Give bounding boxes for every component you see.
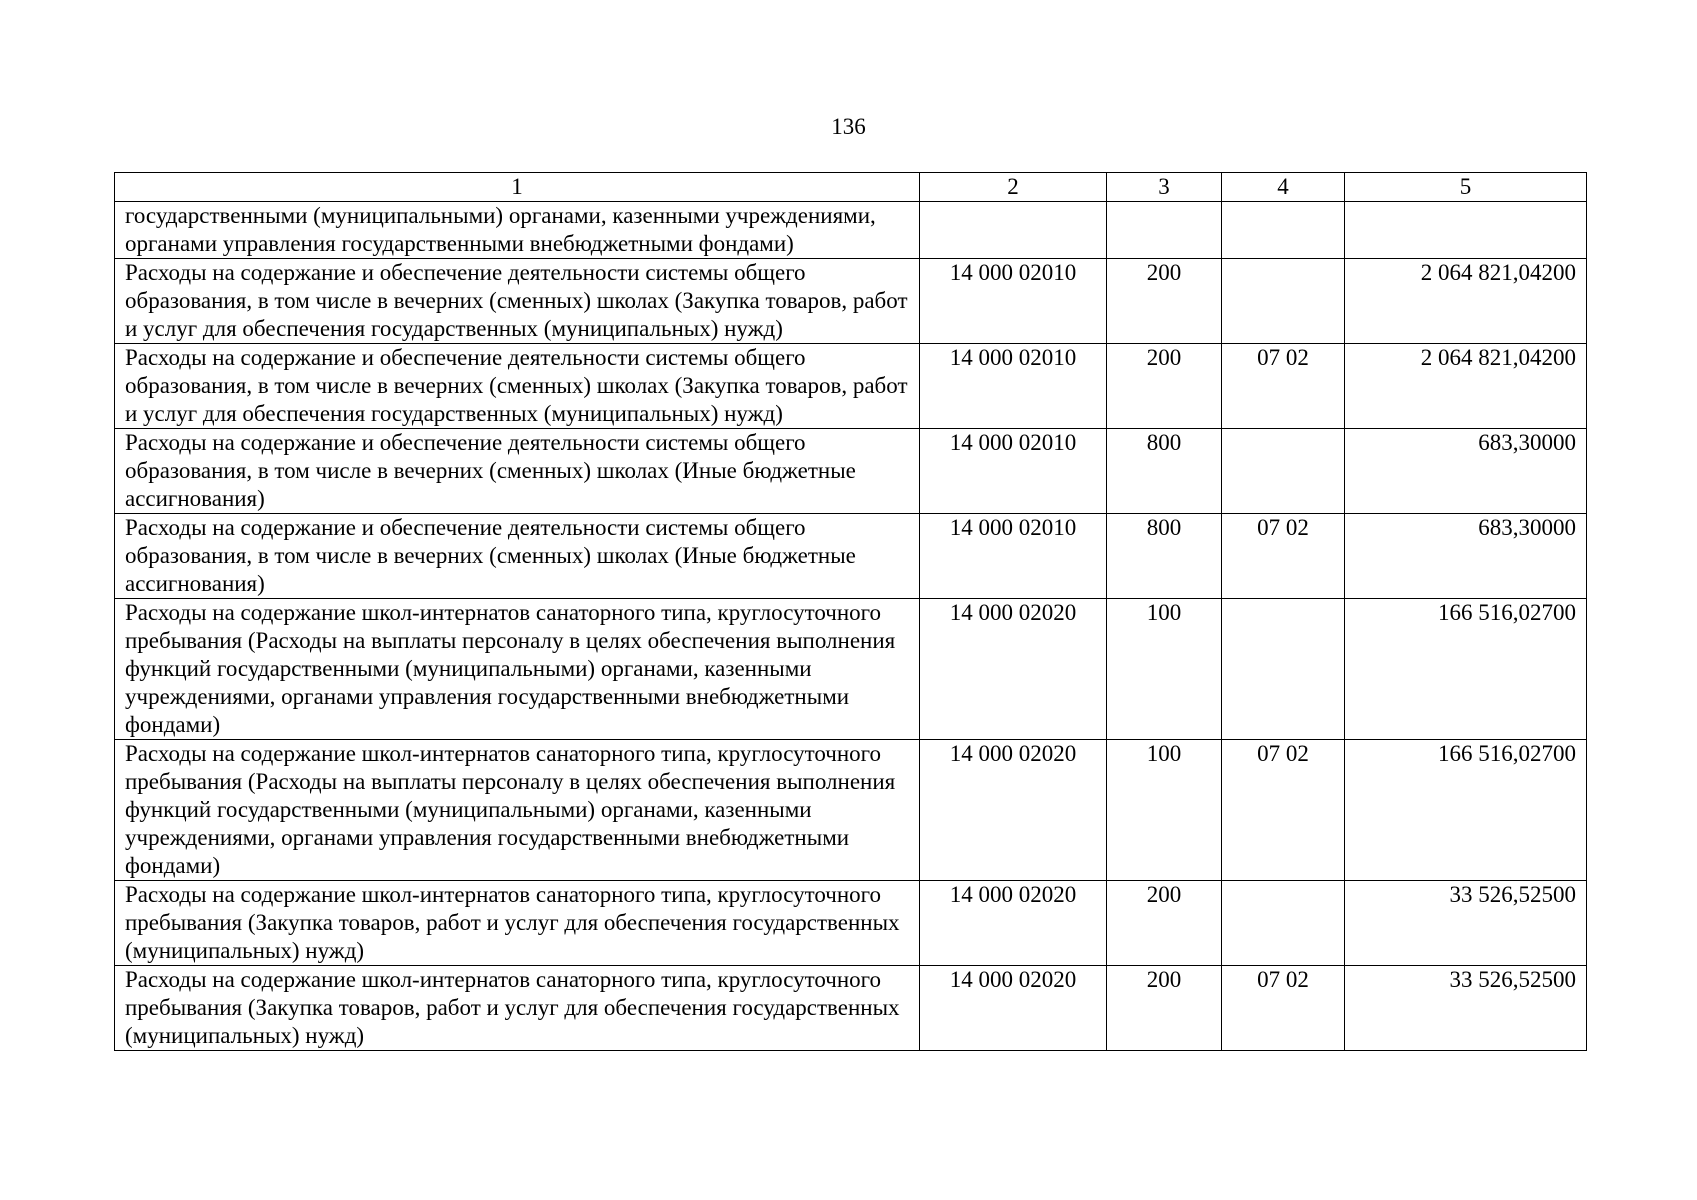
- table-row: [115, 740, 1587, 881]
- section-code: [1222, 259, 1345, 344]
- expense-name: Расходы на содержание школ-интернатов санаторного типа, круглосуточного пребывания (Расходы на выплаты персоналу в целях обеспечения выполнения функций государственными (муниципальными) органами, казенными учреждениями, органами управления государственными внебюджетными фондами): [115, 599, 920, 740]
- page-number: 136: [831, 114, 866, 139]
- expense-name: государственными (муниципальными) органами, казенными учреждениями, органами управления государственными внебюджетными фондами): [115, 202, 920, 259]
- budget-table: [114, 172, 1587, 1051]
- section-code: 07 02: [1222, 966, 1345, 1051]
- column-header-5: 5: [1345, 173, 1587, 202]
- amount: 2 064 821,04200: [1345, 259, 1587, 344]
- target-code: 14 000 02020: [920, 599, 1107, 740]
- target-code: [920, 202, 1107, 259]
- target-code: 14 000 02010: [920, 344, 1107, 429]
- expense-type: 200: [1107, 259, 1222, 344]
- amount: 2 064 821,04200: [1345, 344, 1587, 429]
- target-code: 14 000 02010: [920, 514, 1107, 599]
- section-code: [1222, 429, 1345, 514]
- section-code: 07 02: [1222, 344, 1345, 429]
- amount: 33 526,52500: [1345, 881, 1587, 966]
- target-code: 14 000 02010: [920, 429, 1107, 514]
- target-code: 14 000 02020: [920, 966, 1107, 1051]
- table-header-row: [115, 173, 1587, 202]
- expense-type: 200: [1107, 966, 1222, 1051]
- amount: 166 516,02700: [1345, 599, 1587, 740]
- expense-name: Расходы на содержание школ-интернатов санаторного типа, круглосуточного пребывания (Расходы на выплаты персоналу в целях обеспечения выполнения функций государственными (муниципальными) органами, казенными учреждениями, органами управления государственными внебюджетными фондами): [115, 740, 920, 881]
- section-code: [1222, 202, 1345, 259]
- table-row: [115, 881, 1587, 966]
- column-header-4: 4: [1222, 173, 1345, 202]
- section-code: 07 02: [1222, 514, 1345, 599]
- table-row: [115, 202, 1587, 259]
- target-code: 14 000 02020: [920, 881, 1107, 966]
- section-code: 07 02: [1222, 740, 1345, 881]
- expense-type: 100: [1107, 599, 1222, 740]
- expense-type: 100: [1107, 740, 1222, 881]
- table-row: [115, 259, 1587, 344]
- table-row: [115, 966, 1587, 1051]
- table-row: [115, 514, 1587, 599]
- column-header-1: 1: [115, 173, 920, 202]
- expense-type: 800: [1107, 429, 1222, 514]
- expense-type: 800: [1107, 514, 1222, 599]
- amount: 33 526,52500: [1345, 966, 1587, 1051]
- expense-name: Расходы на содержание школ-интернатов санаторного типа, круглосуточного пребывания (Закупка товаров, работ и услуг для обеспечения государственных (муниципальных) нужд): [115, 881, 920, 966]
- table-row: [115, 344, 1587, 429]
- expense-type: [1107, 202, 1222, 259]
- amount: 683,30000: [1345, 429, 1587, 514]
- expense-name: Расходы на содержание и обеспечение деятельности системы общего образования, в том числе в вечерних (сменных) школах (Иные бюджетные ассигнования): [115, 429, 920, 514]
- expense-name: Расходы на содержание и обеспечение деятельности системы общего образования, в том числе в вечерних (сменных) школах (Закупка товаров, работ и услуг для обеспечения государственных (муниципальных) нужд): [115, 344, 920, 429]
- section-code: [1222, 599, 1345, 740]
- column-header-2: 2: [920, 173, 1107, 202]
- section-code: [1222, 881, 1345, 966]
- target-code: 14 000 02020: [920, 740, 1107, 881]
- expense-type: 200: [1107, 881, 1222, 966]
- expense-name: Расходы на содержание и обеспечение деятельности системы общего образования, в том числе в вечерних (сменных) школах (Закупка товаров, работ и услуг для обеспечения государственных (муниципальных) нужд): [115, 259, 920, 344]
- amount: [1345, 202, 1587, 259]
- amount: 166 516,02700: [1345, 740, 1587, 881]
- expense-type: 200: [1107, 344, 1222, 429]
- table-row: [115, 429, 1587, 514]
- expense-name: Расходы на содержание школ-интернатов санаторного типа, круглосуточного пребывания (Закупка товаров, работ и услуг для обеспечения государственных (муниципальных) нужд): [115, 966, 920, 1051]
- target-code: 14 000 02010: [920, 259, 1107, 344]
- column-header-3: 3: [1107, 173, 1222, 202]
- expense-name: Расходы на содержание и обеспечение деятельности системы общего образования, в том числе в вечерних (сменных) школах (Иные бюджетные ассигнования): [115, 514, 920, 599]
- table-row: [115, 599, 1587, 740]
- amount: 683,30000: [1345, 514, 1587, 599]
